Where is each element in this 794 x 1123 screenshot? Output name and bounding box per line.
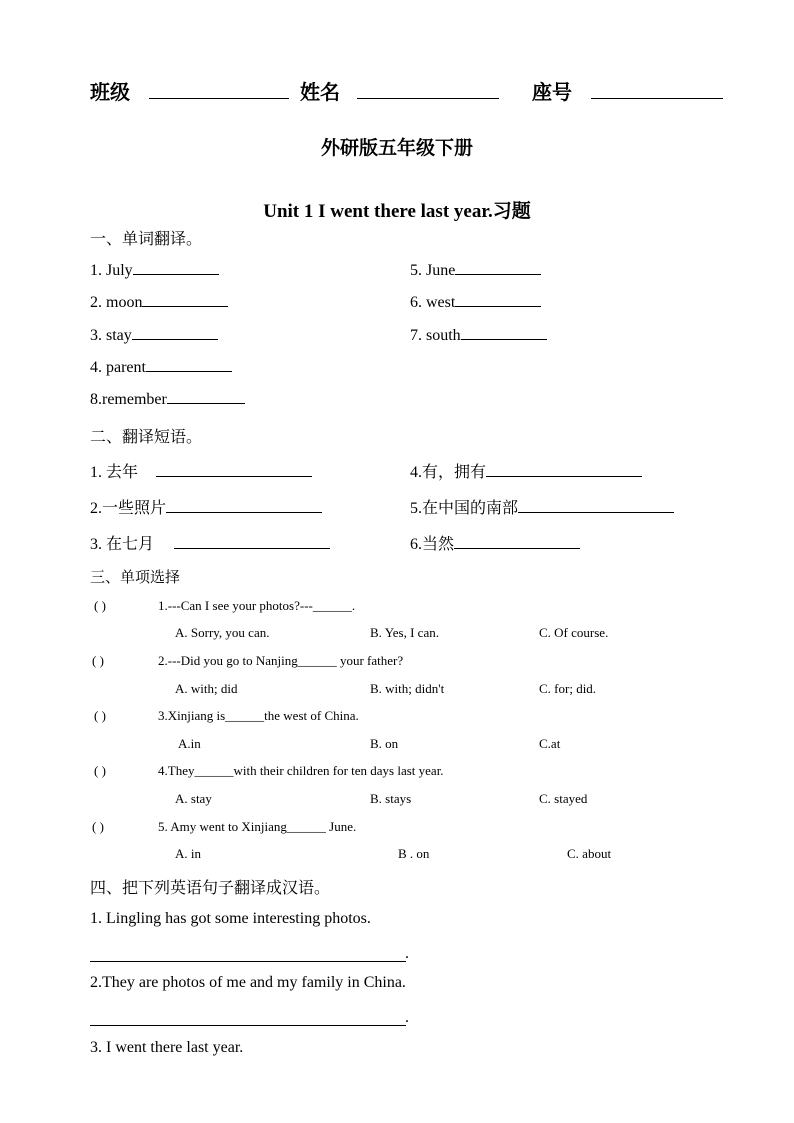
answer-blank[interactable]: [461, 325, 547, 340]
period: .: [405, 945, 409, 962]
name-label: 姓名: [300, 82, 340, 104]
sentence: 3. I went there last year.: [90, 1039, 244, 1056]
question-stem: 2.---Did you go to Nanjing______ your father?: [158, 653, 404, 668]
answer-blank[interactable]: [174, 534, 330, 549]
sentence: 1. Lingling has got some interesting photos.: [90, 910, 371, 927]
option-c[interactable]: C. about: [567, 846, 612, 861]
question-paren[interactable]: ( ): [92, 653, 104, 668]
answer-blank[interactable]: [156, 462, 312, 477]
option-a[interactable]: A. Sorry, you can.: [175, 625, 270, 640]
vocab-item: 2. moon: [90, 292, 228, 312]
answer-blank[interactable]: [133, 260, 219, 275]
question-stem: 1.---Can I see your photos?---______.: [158, 598, 356, 613]
answer-blank[interactable]: [146, 357, 232, 372]
class-label: 班级: [90, 82, 130, 104]
phrase-item: 4.有，拥有: [410, 459, 642, 482]
answer-blank[interactable]: [455, 292, 541, 307]
vocab-item: 7. south: [410, 325, 547, 345]
seat-label: 座号: [532, 82, 572, 104]
question-paren[interactable]: ( ): [94, 763, 106, 778]
unit-title: Unit 1 I went there last year.习题: [263, 201, 531, 222]
question-paren[interactable]: ( ): [94, 708, 106, 723]
option-b[interactable]: B. with; didn't: [370, 681, 445, 696]
option-b[interactable]: B. Yes, I can.: [370, 625, 439, 640]
student-info-header: [90, 76, 723, 105]
period: .: [405, 1009, 409, 1026]
option-b[interactable]: B. stays: [370, 791, 412, 806]
answer-line[interactable]: [90, 961, 406, 962]
answer-blank[interactable]: [142, 292, 228, 307]
answer-blank[interactable]: [454, 534, 580, 549]
seat-field[interactable]: [591, 80, 723, 99]
phrase-item: 3. 在七月: [90, 531, 330, 554]
section2-title: 二、翻译短语。: [90, 429, 203, 446]
option-c[interactable]: C. stayed: [539, 791, 588, 806]
section4-title: 四、把下列英语句子翻译成汉语。: [90, 880, 331, 897]
option-c[interactable]: C.at: [539, 736, 561, 751]
class-field[interactable]: [149, 80, 289, 99]
answer-line[interactable]: [90, 1025, 406, 1026]
option-a[interactable]: A.in: [178, 736, 201, 751]
answer-blank[interactable]: [167, 389, 245, 404]
question-stem: 3.Xinjiang is______the west of China.: [158, 708, 359, 723]
section3-title: 三、单项选择: [90, 570, 181, 586]
option-c[interactable]: C. Of course.: [539, 625, 609, 640]
section1-title: 一、单词翻译。: [90, 231, 203, 248]
answer-blank[interactable]: [518, 498, 674, 513]
vocab-item: 5. June: [410, 260, 541, 280]
answer-blank[interactable]: [455, 260, 541, 275]
book-title: 外研版五年级下册: [320, 138, 473, 159]
question-paren[interactable]: ( ): [92, 819, 104, 834]
vocab-item: 4. parent: [90, 357, 232, 377]
option-c[interactable]: C. for; did.: [539, 681, 597, 696]
sentence: 2.They are photos of me and my family in China.: [90, 974, 406, 991]
option-a[interactable]: A. stay: [175, 791, 212, 806]
answer-blank[interactable]: [486, 462, 642, 477]
vocab-item: 8.remember: [90, 389, 245, 409]
option-b[interactable]: B . on: [398, 846, 430, 861]
name-field[interactable]: [357, 80, 499, 99]
option-a[interactable]: A. in: [175, 846, 201, 861]
option-a[interactable]: A. with; did: [175, 681, 238, 696]
vocab-item: 3. stay: [90, 325, 218, 345]
question-stem: 5. Amy went to Xinjiang______ June.: [158, 819, 357, 834]
phrase-item: 2.一些照片: [90, 495, 322, 518]
option-b[interactable]: B. on: [370, 736, 399, 751]
answer-blank[interactable]: [132, 325, 218, 340]
phrase-item: 6.当然: [410, 531, 580, 554]
phrase-item: 5.在中国的南部: [410, 495, 674, 518]
question-stem: 4.They______with their children for ten days last year.: [158, 763, 444, 778]
phrase-item: 1. 去年: [90, 459, 312, 482]
question-paren[interactable]: ( ): [94, 598, 106, 613]
vocab-item: 1. July: [90, 260, 219, 280]
answer-blank[interactable]: [166, 498, 322, 513]
vocab-item: 6. west: [410, 292, 541, 312]
